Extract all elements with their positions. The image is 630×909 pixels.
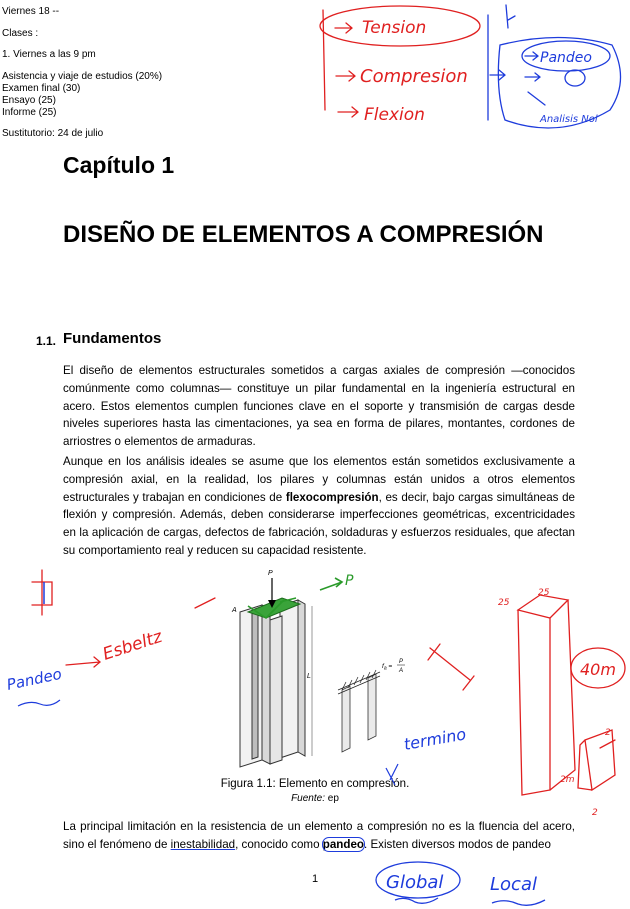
formula-den: A xyxy=(399,668,404,674)
text-run: Aunque en los análisis ideales se asume que los elementos están sometidos exclusivamente a compresión axial, en la realidad, los pilares y columnas están unidos a otros elementos estructurales y trabajan en condiciones de xyxy=(63,455,575,504)
formula xyxy=(382,663,392,672)
text-run: , conocido como xyxy=(235,837,323,851)
formula-num: P xyxy=(399,659,404,665)
note-line: Informe (25) xyxy=(2,107,57,118)
note-flexion: Flexion xyxy=(364,105,425,125)
note-line: Viernes 18 -- xyxy=(2,6,60,17)
note-termino: termino xyxy=(402,724,468,754)
figure-caption: Figura 1.1: Elemento en compresión. xyxy=(220,778,410,790)
page-number: 1 xyxy=(311,873,319,885)
note-line: 1. Viernes a las 9 pm xyxy=(2,49,96,60)
note-esbeltez: Esbeltz xyxy=(100,626,165,665)
bold-term: pandeo xyxy=(322,837,364,851)
note-p: P xyxy=(345,573,354,589)
note-dim-25a: 25 xyxy=(498,598,510,608)
note-analisis: Analisis Nol xyxy=(540,114,598,125)
note-line: Examen final (30) xyxy=(2,83,81,94)
note-local: Local xyxy=(490,874,537,895)
text-run: La principal limitación en la resistencia de un elemento a compresión no es la fluencia del acero, sino el fenómeno de xyxy=(63,820,575,851)
underlined-term: inestabilidad xyxy=(170,837,236,851)
formula-lhs: f xyxy=(382,663,384,670)
formula-eq: = xyxy=(386,663,393,670)
note-line: Sustitutorio: 24 de julio xyxy=(2,128,104,139)
chapter-title: DISEÑO DE ELEMENTOS A COMPRESIÓN xyxy=(63,221,544,248)
note-line: Clases : xyxy=(2,28,39,39)
note-dim-2a: 2 xyxy=(605,728,611,738)
note-global: Global xyxy=(386,872,444,893)
paragraph-pandeo xyxy=(63,818,575,854)
paragraph-intro: El diseño de elementos estructurales sometidos a cargas axiales de compresión —conocidos comúnmente como columnas— constituye un pilar fundamental en la ingeniería estructural en acero. Estos elementos cumplen funciones clave en el soporte y transmisión de cargas desde niveles superiores hasta las cimentaciones, ya sea en forma de pilares, montantes, cordones de arriostres o elementos de armaduras. xyxy=(63,364,575,449)
note-dim-25b: 25 xyxy=(538,588,550,598)
note-pandeo-top: Pandeo xyxy=(540,50,592,66)
note-dim-2b: 2 xyxy=(592,808,598,818)
bold-term: flexocompresión xyxy=(285,490,379,504)
label-p: P xyxy=(268,570,273,577)
label-a: A xyxy=(232,607,237,614)
note-dim-2m: 2m xyxy=(560,775,575,785)
formula-sub: a xyxy=(383,665,387,672)
section-title: Fundamentos xyxy=(63,330,162,347)
text-run: , es decir, bajo cargas simultáneas de flexión y compresión. Además, deben considerarse imperfecciones geométricas, excentricidades en la aplicación de cargas, defectos de fabricación, soldaduras y esfuerzos residuales, que afectan su comportamiento real y reducen su capacidad resistente. xyxy=(63,490,575,557)
figure-source xyxy=(0,793,630,804)
note-pandeo-left: Pandeo xyxy=(5,664,64,694)
note-tension: Tension xyxy=(362,18,427,38)
note-line: Ensayo (25) xyxy=(2,95,56,106)
section-number: 1.1. xyxy=(36,334,57,348)
label-l: L xyxy=(307,673,311,680)
note-compresion: Compresion xyxy=(360,66,468,87)
source-label: Fuente: xyxy=(291,793,325,804)
note-dim-40m: 40m xyxy=(580,660,616,679)
chapter-label: Capítulo 1 xyxy=(63,152,175,178)
note-line: Asistencia y viaje de estudios (20%) xyxy=(2,71,163,82)
text-run: . Existen diversos modos de pandeo xyxy=(364,837,551,851)
source-value: ep xyxy=(327,793,339,804)
